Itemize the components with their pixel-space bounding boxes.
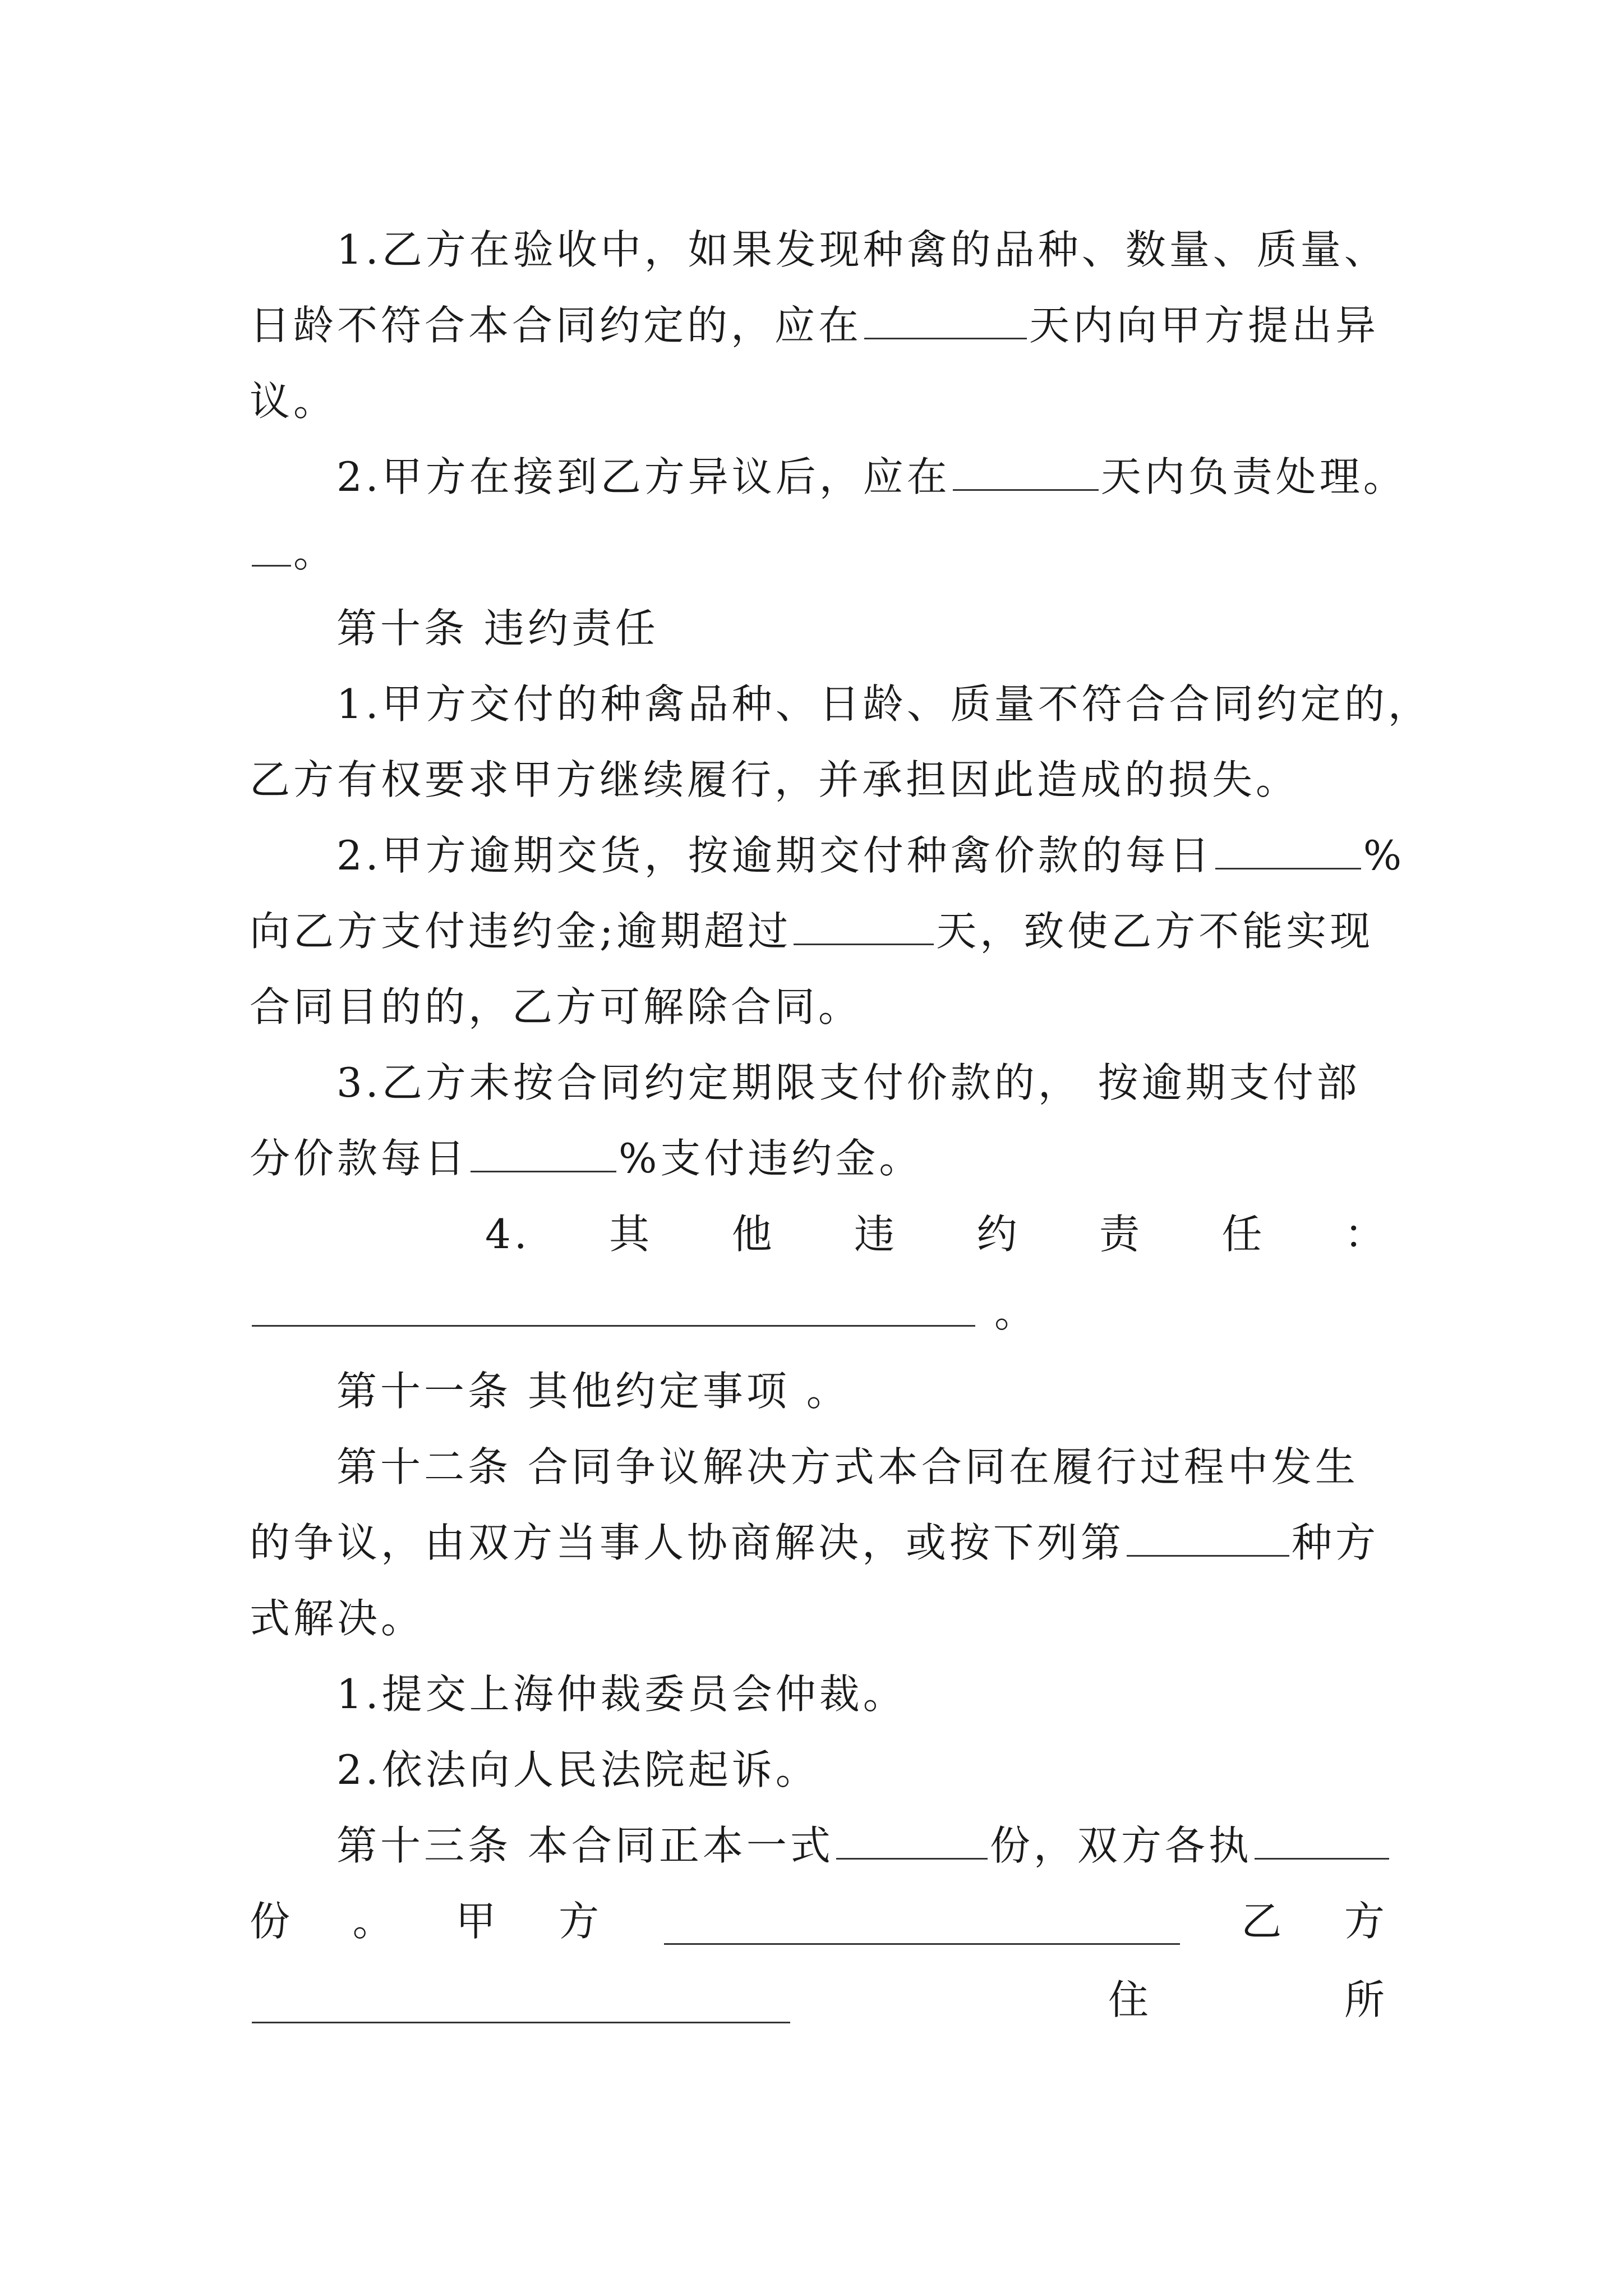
line-text: 。 — [293, 529, 338, 576]
line-text: 向乙方支付违约金;逾期超过 — [250, 908, 792, 955]
line-text: 分价款每日 — [250, 1135, 469, 1182]
party-a-label: 方 — [558, 1898, 602, 1945]
party-a-label: 甲 — [455, 1898, 500, 1945]
clause-line — [250, 362, 1388, 440]
line-text: 责 — [1099, 1211, 1144, 1258]
section-heading — [336, 1806, 1388, 1885]
line-text: 议。 — [250, 378, 338, 425]
clause-line — [336, 1043, 1388, 1122]
clause-line — [250, 1119, 1388, 1198]
line-text: 其 — [609, 1211, 653, 1258]
line-text: 第十条 违约责任 — [336, 605, 659, 652]
address-label: 所 — [1344, 1976, 1388, 2023]
line-text: 他 — [731, 1211, 776, 1258]
line-text: 的争议，由双方当事人协商解决，或按下列第 — [250, 1519, 1125, 1566]
clause-line — [336, 1655, 1388, 1733]
fill-blank[interactable] — [252, 520, 291, 567]
line-text: 。 — [352, 1898, 396, 1945]
address-label: 住 — [1108, 1976, 1152, 2023]
fill-blank[interactable] — [953, 444, 1099, 491]
clause-line — [336, 1731, 1388, 1809]
line-text: 2.依法向人民法院起诉。 — [336, 1746, 819, 1793]
line-text: 天，致使乙方不能实现 — [936, 908, 1374, 955]
clause-line — [250, 740, 1388, 819]
line-text: %支付违约金。 — [619, 1135, 923, 1182]
clause-line — [250, 1503, 1388, 1582]
line-text: 天内负责处理。 — [1100, 453, 1407, 500]
line-text: 2.甲方在接到乙方异议后，应在 — [336, 453, 951, 500]
line-text: 第十三条 本合同正本一式 — [336, 1822, 834, 1869]
party-b-label: 方 — [1344, 1898, 1388, 1945]
line-text: 3.乙方未按合同约定期限支付价款的， 按逾期支付部 — [336, 1059, 1361, 1106]
line-text: 天内向甲方提出异 — [1029, 302, 1380, 349]
line-text: 合同目的的，乙方可解除合同。 — [250, 983, 863, 1030]
section-heading — [336, 1428, 1388, 1506]
line-text: ： — [1344, 1211, 1388, 1258]
line-text: 种方 — [1292, 1519, 1380, 1566]
clause-line — [336, 816, 1405, 895]
line-text: 约 — [976, 1211, 1021, 1258]
line-text: 份，双方各执 — [989, 1822, 1252, 1869]
line-text: 1.提交上海仲裁委员会仲裁。 — [336, 1671, 907, 1718]
fill-blank[interactable] — [1255, 1813, 1389, 1860]
fill-blank[interactable] — [252, 1280, 975, 1327]
party-a-blank[interactable] — [664, 1898, 1180, 1945]
line-text: 1.乙方在验收中，如果发现种禽的品种、数量、质量、 — [336, 226, 1388, 273]
clause-line — [336, 210, 1388, 289]
clause-line — [336, 665, 1432, 743]
fill-blank[interactable] — [1215, 823, 1361, 869]
fill-blank[interactable] — [794, 899, 934, 945]
signature-line — [250, 1882, 1388, 1961]
section-heading — [336, 1352, 1388, 1430]
line-text: 4. — [485, 1211, 531, 1258]
line-text: 日龄不符合本合同约定的，应在 — [250, 302, 863, 349]
line-text: 。 — [994, 1289, 1039, 1336]
clause-line — [250, 1273, 1388, 1352]
fill-blank[interactable] — [471, 1126, 616, 1172]
clause-line — [250, 892, 1388, 970]
line-text: 1.甲方交付的种禽品种、日龄、质量不符合合同约定的， — [336, 680, 1432, 728]
line-text: 第十一条 其他约定事项 。 — [336, 1368, 850, 1415]
party-b-label: 乙 — [1241, 1898, 1285, 1945]
clause-line — [250, 286, 1388, 365]
clause-line — [250, 1579, 1388, 1658]
party-b-blank[interactable] — [252, 1977, 790, 2023]
line-text: 式解决。 — [250, 1595, 425, 1642]
fill-blank[interactable] — [1127, 1510, 1289, 1557]
fill-blank[interactable] — [864, 293, 1027, 339]
clause-line-justified — [485, 1195, 1388, 1273]
line-text: % — [1363, 832, 1405, 879]
clause-line — [336, 438, 1407, 516]
fill-blank[interactable] — [836, 1813, 988, 1860]
line-text: 违 — [854, 1211, 898, 1258]
signature-line — [250, 1961, 1388, 2039]
line-text: 任 — [1221, 1211, 1266, 1258]
line-text: 2.甲方逾期交货，按逾期交付种禽价款的每日 — [336, 832, 1213, 879]
clause-line — [250, 968, 1388, 1046]
line-text: 份 — [250, 1898, 294, 1945]
line-text: 第十二条 合同争议解决方式本合同在履行过程中发生 — [336, 1443, 1359, 1490]
line-text: 乙方有权要求甲方继续履行，并承担因此造成的损失。 — [250, 756, 1300, 803]
clause-line — [250, 513, 1388, 592]
section-heading — [336, 589, 1388, 668]
